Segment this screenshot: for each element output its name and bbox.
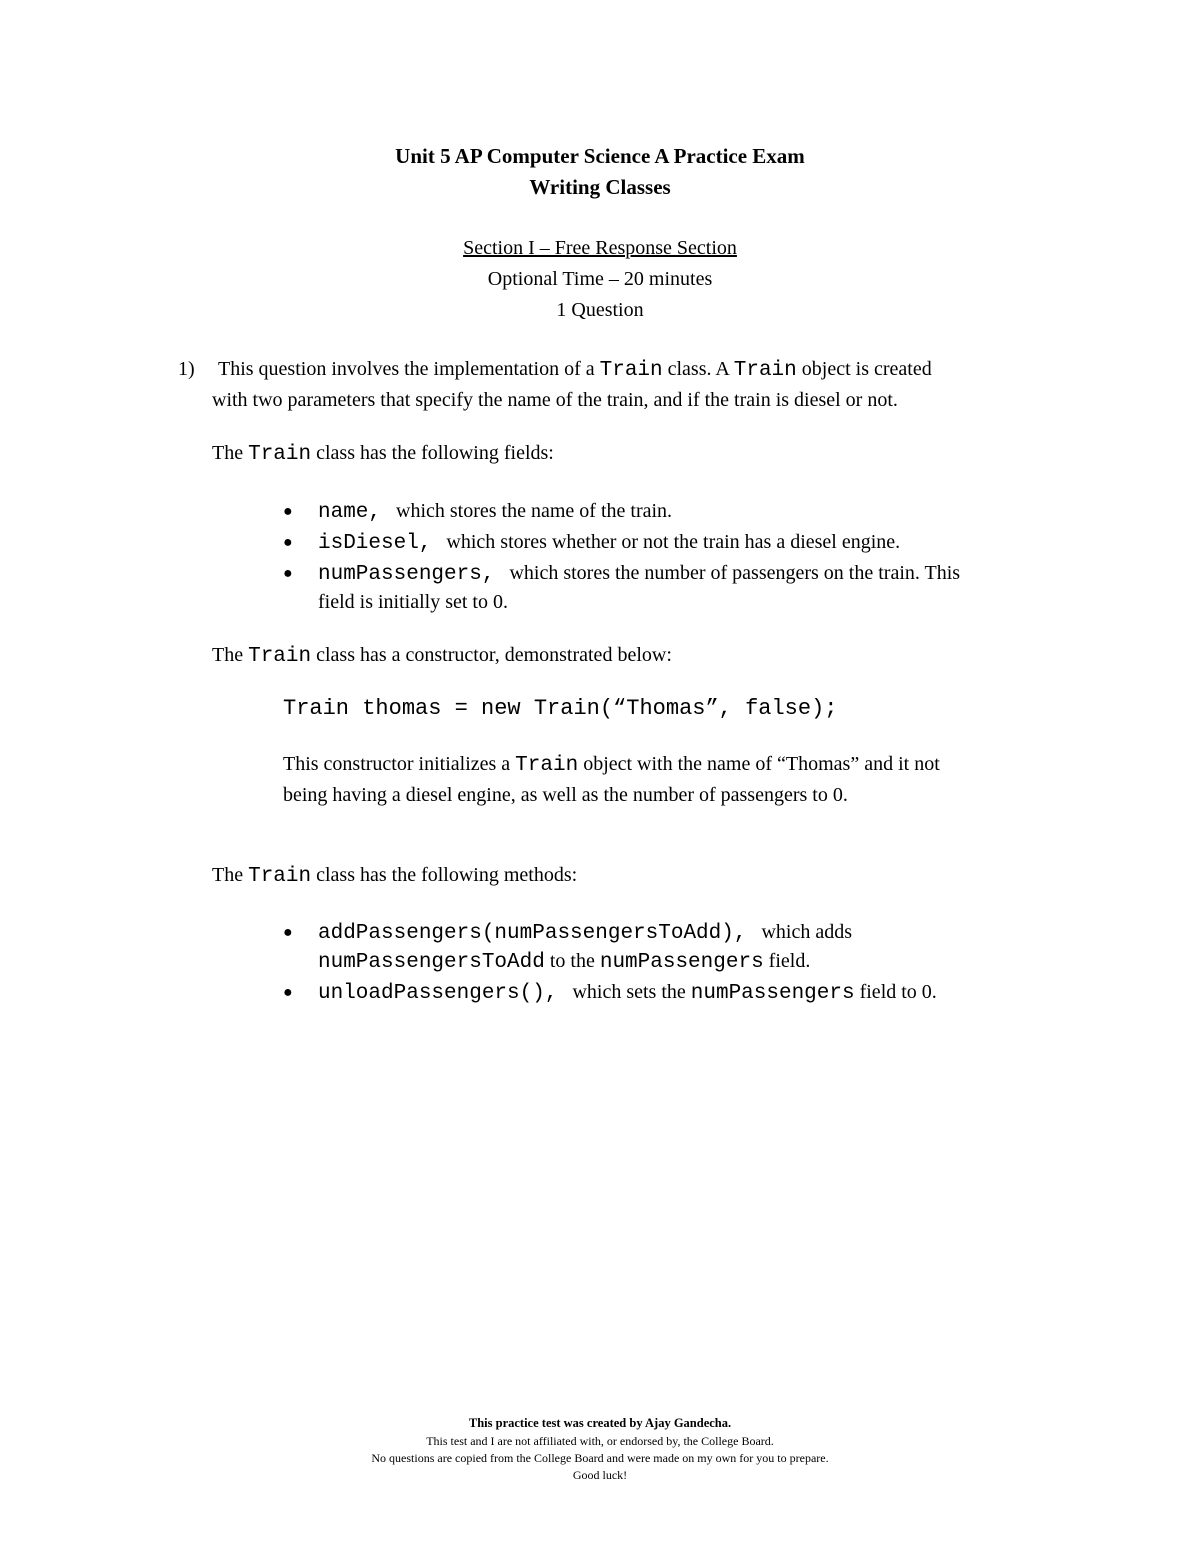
question-count: 1 Question (556, 299, 644, 321)
constructor-desc-line2: being having a diesel engine, as well as the number of passengers to 0. (283, 784, 848, 806)
question-intro-line1 (218, 358, 932, 382)
question-number: 1) (178, 358, 195, 380)
field-item (318, 500, 672, 524)
bullet-icon: ● (283, 565, 293, 582)
class-name-code: Train (515, 754, 579, 777)
field-item (318, 562, 960, 586)
section-time: Optional Time – 20 minutes (487, 268, 713, 290)
method-item (318, 981, 937, 1005)
methods-intro (212, 864, 577, 888)
bullet-icon: ● (283, 503, 293, 520)
ctor-intro-a: The (212, 644, 249, 666)
class-name-code: Train (733, 359, 797, 382)
exam-subtitle: Writing Classes (529, 175, 671, 199)
fields-intro-a: The (212, 442, 249, 464)
constructor-intro (212, 644, 672, 668)
method-desc-cont (318, 950, 810, 974)
field-code: isDiesel, (318, 532, 432, 555)
field-item (318, 531, 900, 555)
intro-text-a: This question involves the implementation of a (218, 358, 600, 380)
field-desc: which stores the name of the train. (396, 500, 673, 522)
question-intro-line2: with two parameters that specify the name of the train, and if the train is diesel or not. (212, 389, 898, 411)
field-desc: which stores the number of passengers on the train. This (509, 562, 961, 584)
footer-note: No questions are copied from the College Board and were made on my own for you to prepare. (371, 1451, 829, 1465)
bullet-icon: ● (283, 984, 293, 1001)
class-name-code: Train (248, 645, 312, 668)
field-code: numPassengers, (318, 563, 495, 586)
intro-text-c: object is created (796, 358, 932, 380)
bullet-icon: ● (283, 534, 293, 551)
field-code: numPassengers (599, 951, 764, 974)
constructor-code: Train thomas = new Train(“Thomas”, false); (283, 696, 838, 721)
method-desc: which adds (761, 921, 853, 943)
ctor-intro-b: class has a constructor, demonstrated below: (311, 644, 672, 666)
method-item (318, 921, 852, 945)
method-desc-text: to the (544, 950, 600, 972)
ctor-desc-b: object with the name of “Thomas” and it not (578, 753, 940, 775)
method-code: addPassengers(numPassengersToAdd), (318, 922, 747, 945)
method-code: unloadPassengers(), (318, 982, 558, 1005)
footer-disclaimer: This test and I are not affiliated with, or endorsed by, the College Board. (426, 1434, 774, 1448)
method-desc-text: field to 0. (854, 981, 937, 1003)
class-name-code: Train (248, 865, 312, 888)
bullet-icon: ● (283, 924, 293, 941)
param-code: numPassengersToAdd (318, 951, 545, 974)
fields-intro (212, 442, 554, 466)
field-code: numPassengers (690, 982, 855, 1005)
field-desc: which stores whether or not the train has a diesel engine. (446, 531, 901, 553)
class-name-code: Train (248, 443, 312, 466)
methods-intro-b: class has the following methods: (311, 864, 578, 886)
section-heading-text: Section I – Free Response Section (463, 237, 737, 259)
ctor-desc-a: This constructor initializes a (283, 753, 516, 775)
field-desc-cont: field is initially set to 0. (318, 591, 508, 613)
section-heading (0, 237, 1200, 260)
footer-goodluck: Good luck! (572, 1468, 628, 1482)
constructor-desc-line1 (283, 753, 940, 777)
methods-intro-a: The (212, 864, 249, 886)
exam-title: Unit 5 AP Computer Science A Practice Exam (395, 144, 805, 168)
method-desc-text: which sets the (572, 981, 691, 1003)
intro-text-b: class. A (662, 358, 734, 380)
footer-credit: This practice test was created by Ajay Gandecha. (468, 1416, 732, 1430)
field-code: name, (318, 501, 382, 524)
method-desc-text: field. (763, 950, 811, 972)
fields-intro-b: class has the following fields: (311, 442, 554, 464)
class-name-code: Train (599, 359, 663, 382)
